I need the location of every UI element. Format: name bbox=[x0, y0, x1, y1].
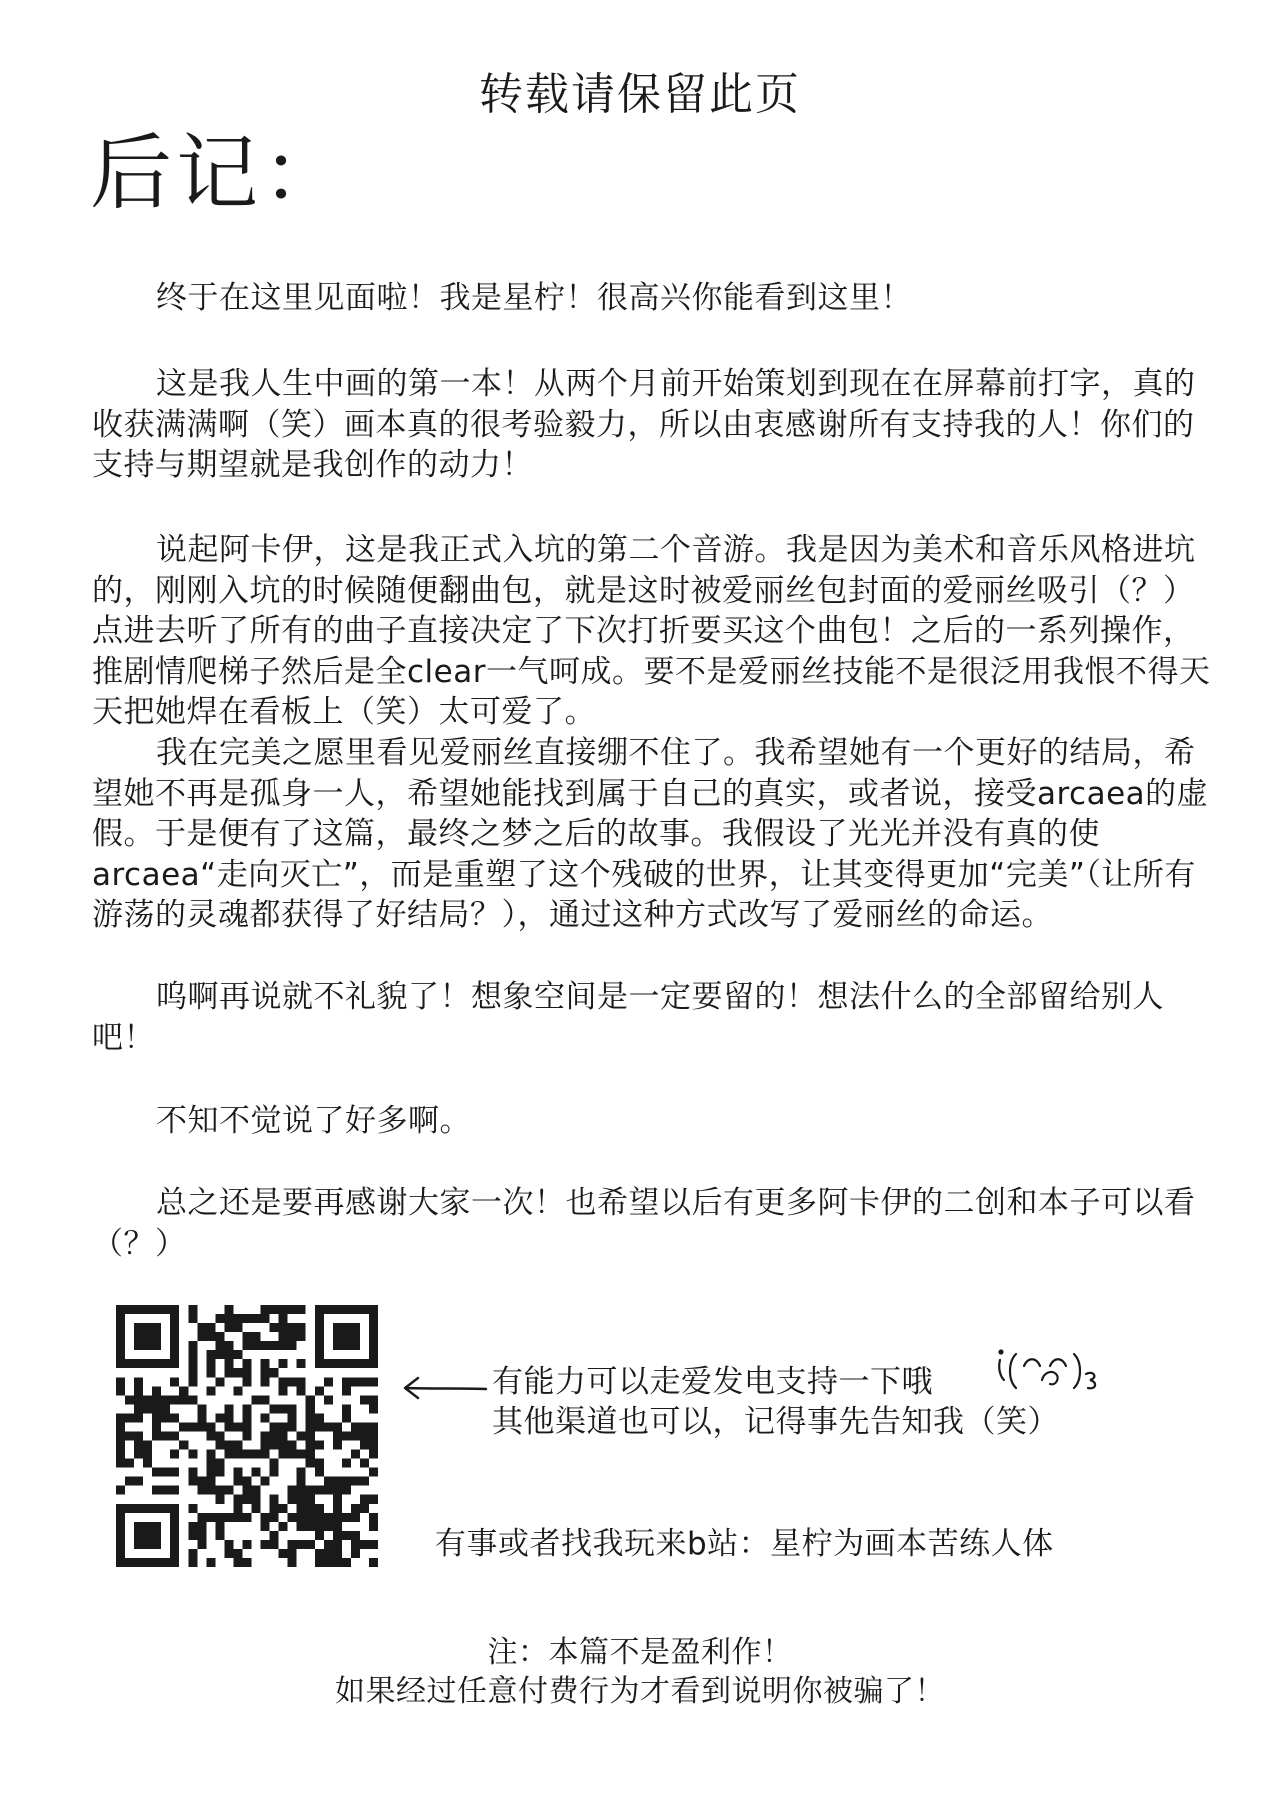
paragraph-first-book: 这是我人生中画的第一本！从两个月前开始策划到现在在屏幕前打字，真的收获满满啊（笑）画本真的很考验毅力，所以由衷感谢所有支持我的人！你们的支持与期望就是我创作的动力！ bbox=[92, 366, 1196, 483]
qr-code[interactable] bbox=[116, 1305, 378, 1567]
paragraph-story: 我在完美之愿里看见爱丽丝直接绷不住了。我希望她有一个更好的结局，希望她不再是孤身一人，希望她能找到属于自己的真实，或者说，接受arcaea的虚假。于是便有了这篇，最终之梦之后的故事。我假设了光光并没有真的使arcaea“走向灭亡”，而是重塑了这个残破的世界，让其变得更加“完美”（让所有游荡的灵魂都获得了好结局？），通过这种方式改写了爱丽丝的命运。 bbox=[92, 735, 1209, 933]
page-title: 后记： bbox=[90, 126, 349, 221]
footer-note-nonprofit: 注：本篇不是盈利作！ bbox=[487, 1635, 793, 1670]
paragraph-arcaea: 说起阿卡伊，这是我正式入坑的第二个音游。我是因为美术和音乐风格进坑的，刚刚入坑的时候随便翻曲包，就是这时被爱丽丝包封面的爱丽丝吸引（？）点进去听了所有的曲子直接决定了下次打折要买这个曲包！之后的一系列操作，推剧情爬梯子然后是全clear一气呵成。要不是爱丽丝技能不是很泛用我恨不得天天把她焊在看板上（笑）太可爱了。 bbox=[92, 532, 1211, 730]
paragraph-thanks: 总之还是要再感谢大家一次！也希望以后有更多阿卡伊的二创和本子可以看（？） bbox=[92, 1185, 1196, 1262]
arrow-left-icon bbox=[400, 1375, 488, 1401]
paragraph-imagination: 呜啊再说就不礼貌了！想象空间是一定要留的！想法什么的全部留给别人吧！ bbox=[92, 979, 1164, 1056]
bilibili-contact: 有事或者找我玩来b站：星柠为画本苦练人体 bbox=[435, 1526, 1054, 1562]
greeting-paragraph: 终于在这里见面啦！我是星柠！很高兴你能看到这里！ bbox=[156, 280, 912, 316]
kaomoji-icon bbox=[990, 1340, 1130, 1398]
support-line-other: 其他渠道也可以，记得事先告知我（笑） bbox=[492, 1404, 1059, 1440]
paragraph-so-much: 不知不觉说了好多啊。 bbox=[156, 1103, 471, 1139]
footer-note-scam-warning: 如果经过任意付费行为才看到说明你被骗了！ bbox=[335, 1674, 945, 1709]
repost-notice: 转载请保留此页 bbox=[479, 69, 801, 120]
support-line-afdian: 有能力可以走爱发电支持一下哦 bbox=[492, 1364, 933, 1400]
